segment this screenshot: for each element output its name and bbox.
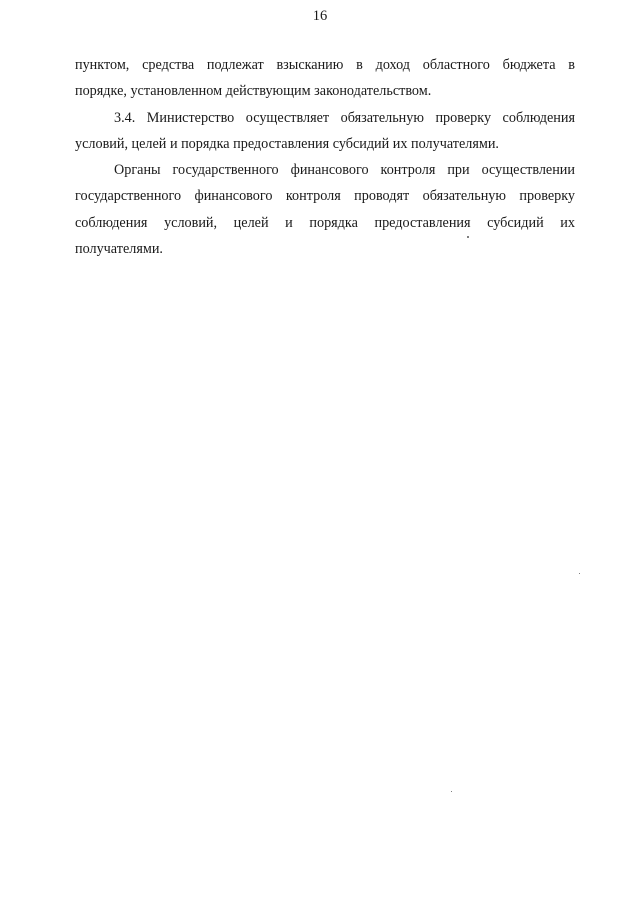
paragraph-line: порядке, установленном действующим законодательством.	[75, 83, 432, 100]
document-body	[75, 52, 575, 262]
scan-speck	[579, 573, 580, 574]
paragraph-line: соблюдения условий, целей и порядка предоставления субсидий их	[75, 214, 575, 231]
page-number: 16	[312, 8, 328, 24]
scan-speck	[451, 791, 452, 792]
paragraph-line: условий, целей и порядка предоставления субсидий их получателями.	[75, 135, 499, 152]
paragraph-3	[75, 157, 575, 262]
paragraph-line: 3.4. Министерство осуществляет обязательную проверку соблюдения	[114, 109, 575, 126]
paragraph-line: государственного финансового контроля проводят обязательную проверку	[75, 188, 575, 205]
paragraph-line: пунктом, средства подлежат взысканию в доход областного бюджета в	[75, 57, 575, 73]
paragraph-line: получателями.	[75, 241, 163, 258]
paragraph-line: Органы государственного финансового контроля при осуществлении	[114, 162, 575, 179]
paragraph-1	[75, 52, 575, 105]
paragraph-2	[75, 105, 575, 158]
scan-speck	[467, 236, 469, 238]
